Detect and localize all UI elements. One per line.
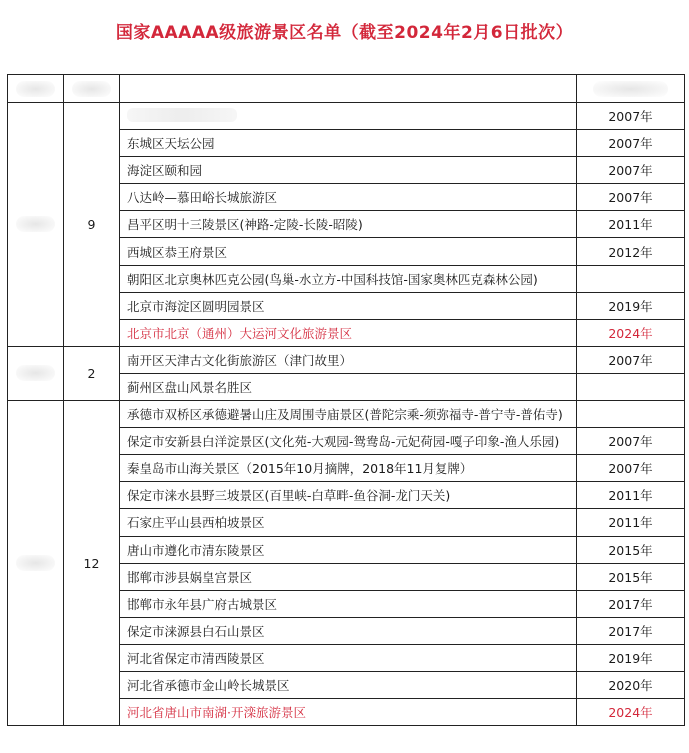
scenic-area-name: 朝阳区北京奥林匹克公园(鸟巢-水立方-中国科技馆-国家奥林匹克森林公园) xyxy=(120,265,577,292)
header-year-cell xyxy=(577,75,685,103)
rating-year: 2007年 xyxy=(577,455,685,482)
rating-year: 2012年 xyxy=(577,238,685,265)
scenic-area-name: 北京市北京（通州）大运河文化旅游景区 xyxy=(120,319,577,346)
table-body xyxy=(8,75,685,726)
table-row xyxy=(8,103,685,130)
rating-year: 2007年 xyxy=(577,346,685,373)
scenic-area-table xyxy=(7,74,685,726)
rating-year: 2017年 xyxy=(577,590,685,617)
rating-year: 2011年 xyxy=(577,509,685,536)
rating-year: 2011年 xyxy=(577,482,685,509)
table-header-row xyxy=(8,75,685,103)
rating-year: 2007年 xyxy=(577,157,685,184)
header-province-cell xyxy=(8,75,64,103)
group-count-cell: 12 xyxy=(64,401,120,726)
header-count-cell xyxy=(64,75,120,103)
scenic-area-name: 承德市双桥区承德避暑山庄及周围寺庙景区(普陀宗乘-须弥福寺-普宁寺-普佑寺) xyxy=(120,401,577,428)
rating-year: 2017年 xyxy=(577,617,685,644)
rating-year: 2007年 xyxy=(577,103,685,130)
province-cell xyxy=(8,346,64,400)
rating-year: 2015年 xyxy=(577,536,685,563)
province-cell xyxy=(8,401,64,726)
rating-year: 2011年 xyxy=(577,211,685,238)
header-name-cell xyxy=(120,75,577,103)
scenic-area-name: 河北省承德市金山岭长城景区 xyxy=(120,671,577,698)
rating-year xyxy=(577,401,685,428)
group-count-cell: 9 xyxy=(64,103,120,347)
scenic-area-name: 海淀区颐和园 xyxy=(120,157,577,184)
scenic-area-name xyxy=(120,103,577,130)
rating-year: 2007年 xyxy=(577,428,685,455)
rating-year: 2024年 xyxy=(577,319,685,346)
group-count-cell: 2 xyxy=(64,346,120,400)
scenic-area-name: 保定市安新县白洋淀景区(文化苑-大观园-鸳鸯岛-元妃荷园-嘎子印象-渔人乐园) xyxy=(120,428,577,455)
scenic-area-name: 南开区天津古文化街旅游区（津门故里） xyxy=(120,346,577,373)
scenic-area-name: 西城区恭王府景区 xyxy=(120,238,577,265)
rating-year xyxy=(577,373,685,400)
scenic-area-name: 北京市海淀区圆明园景区 xyxy=(120,292,577,319)
scenic-area-name: 邯郸市永年县广府古城景区 xyxy=(120,590,577,617)
scenic-area-name: 保定市涞水县野三坡景区(百里峡-白草畔-鱼谷洞-龙门天关) xyxy=(120,482,577,509)
scenic-area-name: 石家庄平山县西柏坡景区 xyxy=(120,509,577,536)
province-cell xyxy=(8,103,64,347)
rating-year: 2020年 xyxy=(577,671,685,698)
blurred-province-label xyxy=(16,365,55,381)
scenic-area-name: 河北省唐山市南湖·开滦旅游景区 xyxy=(120,699,577,726)
blurred-province-label xyxy=(16,216,55,232)
scenic-area-name: 昌平区明十三陵景区(神路-定陵-长陵-昭陵) xyxy=(120,211,577,238)
rating-year: 2019年 xyxy=(577,644,685,671)
scenic-area-name: 唐山市遵化市清东陵景区 xyxy=(120,536,577,563)
table-row xyxy=(8,346,685,373)
scenic-area-name: 邯郸市涉县娲皇宫景区 xyxy=(120,563,577,590)
rating-year xyxy=(577,265,685,292)
scenic-area-name: 八达岭—慕田峪长城旅游区 xyxy=(120,184,577,211)
page-title: 国家AAAAA级旅游景区名单（截至2024年2月6日批次） xyxy=(115,23,574,43)
rating-year: 2019年 xyxy=(577,292,685,319)
scenic-area-name: 蓟州区盘山风景名胜区 xyxy=(120,373,577,400)
rating-year: 2015年 xyxy=(577,563,685,590)
rating-year: 2007年 xyxy=(577,130,685,157)
scenic-area-name: 保定市涞源县白石山景区 xyxy=(120,617,577,644)
rating-year: 2024年 xyxy=(577,699,685,726)
scenic-area-name: 东城区天坛公园 xyxy=(120,130,577,157)
scenic-area-name: 河北省保定市清西陵景区 xyxy=(120,644,577,671)
blurred-province-label xyxy=(16,555,55,571)
rating-year: 2007年 xyxy=(577,184,685,211)
scenic-area-name: 秦皇岛市山海关景区（2015年10月摘牌，2018年11月复牌） xyxy=(120,455,577,482)
blurred-name xyxy=(127,108,237,122)
table-row xyxy=(8,401,685,428)
